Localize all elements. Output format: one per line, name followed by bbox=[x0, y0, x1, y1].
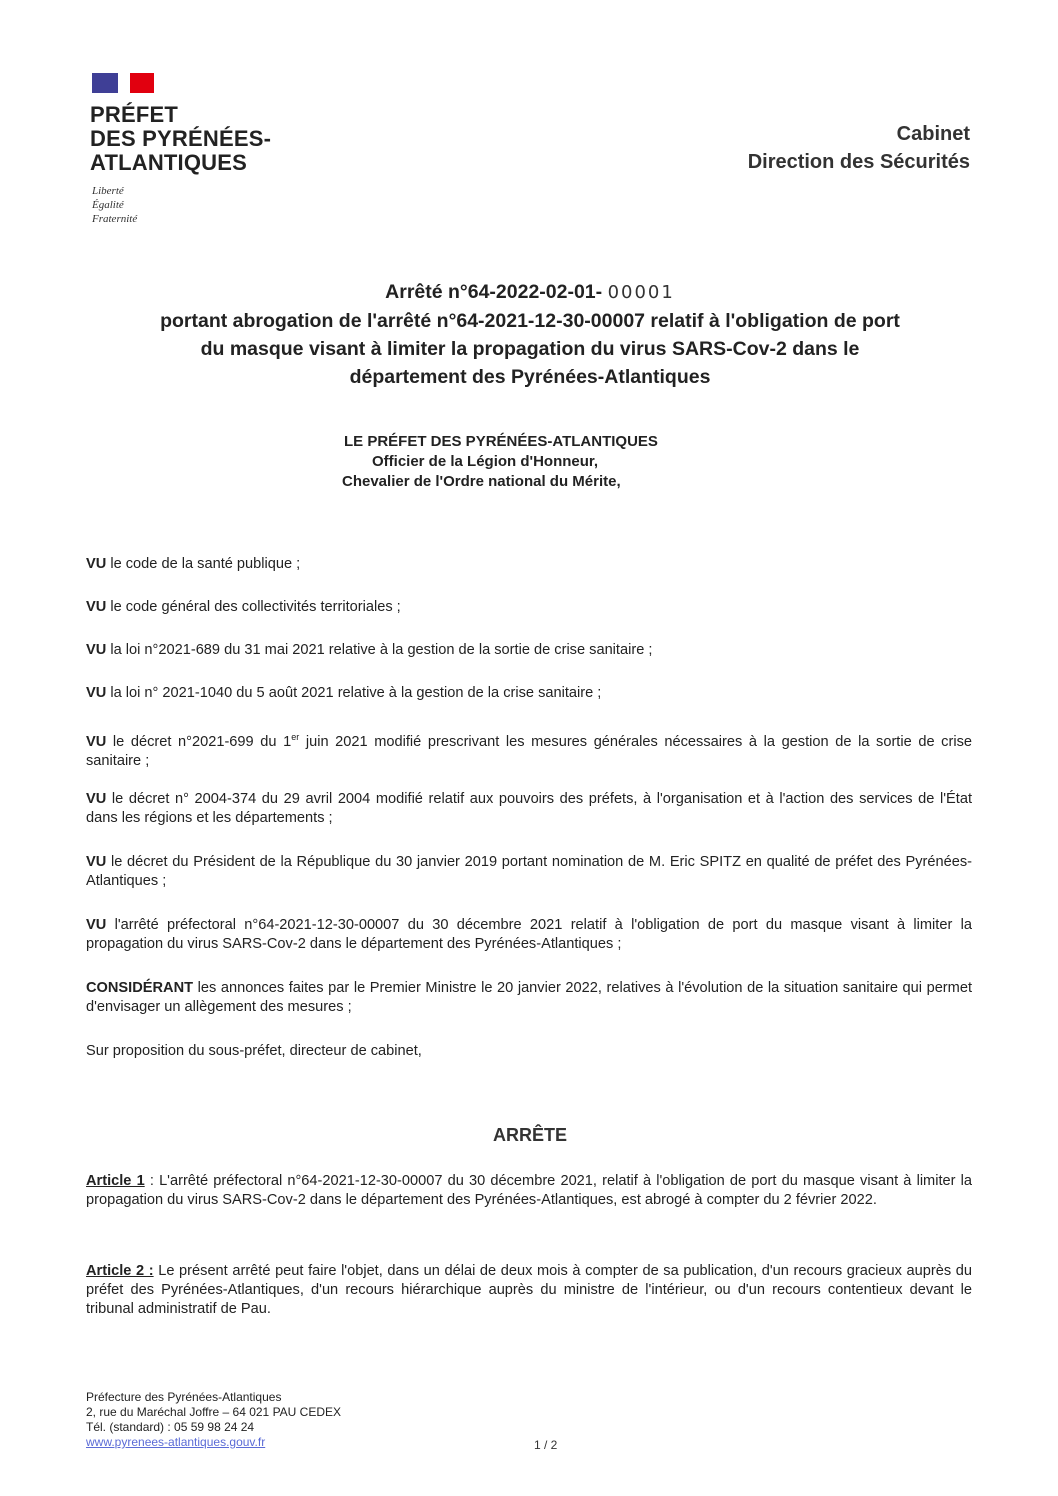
considerant-paragraph bbox=[86, 979, 972, 1017]
arrete-title bbox=[80, 278, 980, 391]
department-line: Direction des Sécurités bbox=[747, 151, 970, 173]
visa-paragraph bbox=[86, 790, 972, 828]
title-line: du masque visant à limiter la propagation du virus SARS-Cov-2 dans le bbox=[200, 338, 860, 360]
visa-paragraph bbox=[86, 641, 972, 660]
prefet-titles bbox=[300, 432, 800, 492]
article-separator: : bbox=[144, 1173, 160, 1189]
prefet-honor-1: Officier de la Légion d'Honneur, bbox=[372, 453, 599, 470]
article-text: L'arrêté préfectoral n°64-2021-12-30-00007 du 30 décembre 2021, relatif à l'obligation de port du masque visant à limiter la propagation du virus SARS-Cov-2 dans le département des Pyrénées-Atlantiques, est abrogé à compter du 2 février 2022. bbox=[86, 1173, 972, 1208]
visa-lead: VU bbox=[86, 733, 107, 750]
visa-paragraph bbox=[86, 684, 972, 703]
arrete-number-prefix: Arrêté n°64-2022-02-01- bbox=[385, 281, 603, 303]
considerant-lead: CONSIDÉRANT bbox=[86, 980, 194, 996]
motto-line: Fraternité bbox=[92, 213, 138, 225]
article-label: Article 2 : bbox=[86, 1263, 154, 1279]
footer-line: Tél. (standard) : 05 59 98 24 24 bbox=[86, 1420, 255, 1434]
visa-text: la loi n°2021-689 du 31 mai 2021 relative à la gestion de la sortie de crise sanitaire ; bbox=[110, 642, 653, 658]
visa-paragraph bbox=[86, 728, 972, 771]
page-number: 1 / 2 bbox=[534, 1438, 558, 1452]
visa-lead: VU bbox=[86, 854, 107, 870]
department-header bbox=[748, 120, 970, 176]
logo-line: PRÉFET bbox=[90, 102, 178, 127]
article-label: Article 1 bbox=[86, 1173, 145, 1189]
visa-paragraph bbox=[86, 598, 972, 617]
visa-text: l'arrêté préfectoral n°64-2021-12-30-00007 du 30 décembre 2021 relatif à l'obligation de port du masque visant à limiter la propagation du virus SARS-Cov-2 dans le département des Pyrénées-Atlantiques ; bbox=[86, 917, 972, 952]
title-line: portant abrogation de l'arrêté n°64-2021-12-30-00007 relatif à l'obligation de port bbox=[160, 310, 900, 332]
visa-lead: VU bbox=[86, 917, 107, 933]
visa-text: le décret du Président de la République du 30 janvier 2019 portant nomination de M. Eric SPITZ en qualité de préfet des Pyrénées-Atlantiques ; bbox=[86, 854, 972, 889]
visa-lead: VU bbox=[86, 556, 107, 572]
visa-lead: VU bbox=[86, 642, 107, 658]
visa-paragraph bbox=[86, 853, 972, 891]
visa-text: le code général des collectivités territoriales ; bbox=[110, 599, 401, 615]
flag-blue-band bbox=[92, 73, 118, 93]
visa-paragraph bbox=[86, 555, 972, 574]
visa-text: juin 2021 modifié prescrivant les mesures générales nécessaires à la gestion de la sortie de crise sanitaire ; bbox=[86, 733, 972, 769]
visa-superscript: er bbox=[291, 732, 300, 742]
prefecture-footer bbox=[86, 1390, 341, 1450]
flag-red-band bbox=[130, 73, 154, 93]
article-2 bbox=[86, 1262, 972, 1319]
motto-line: Liberté bbox=[92, 185, 124, 197]
department-line: Cabinet bbox=[896, 123, 970, 145]
footer-line: Préfecture des Pyrénées-Atlantiques bbox=[86, 1390, 282, 1404]
marianne-flag-icon bbox=[92, 73, 154, 93]
logo-line: DES PYRÉNÉES- bbox=[90, 126, 272, 151]
visa-text: le code de la santé publique ; bbox=[110, 556, 301, 572]
arrete-number bbox=[80, 278, 980, 307]
title-line: département des Pyrénées-Atlantiques bbox=[349, 366, 711, 388]
visa-text: le décret n°2021-699 du 1 bbox=[112, 733, 292, 750]
arrete-heading: ARRÊTE bbox=[492, 1125, 567, 1145]
prefet-honor-2: Chevalier de l'Ordre national du Mérite, bbox=[342, 473, 621, 490]
republic-motto bbox=[92, 184, 137, 226]
considerant-text: les annonces faites par le Premier Ministre le 20 janvier 2022, relatives à l'évolution de la situation sanitaire qui permet d'envisager un allègement des mesures ; bbox=[86, 980, 972, 1015]
visa-paragraph bbox=[86, 916, 972, 954]
article-1 bbox=[86, 1172, 972, 1210]
prefet-logo-text bbox=[90, 103, 271, 175]
prefet-name: LE PRÉFET DES PYRÉNÉES-ATLANTIQUES bbox=[344, 433, 658, 450]
proposition-paragraph: Sur proposition du sous-préfet, directeur de cabinet, bbox=[86, 1043, 422, 1059]
visa-lead: VU bbox=[86, 599, 107, 615]
footer-line: 2, rue du Maréchal Joffre – 64 021 PAU CEDEX bbox=[86, 1405, 342, 1419]
flag-white-band bbox=[118, 73, 130, 93]
visa-text: la loi n° 2021-1040 du 5 août 2021 relative à la gestion de la crise sanitaire ; bbox=[110, 685, 602, 701]
article-text: Le présent arrêté peut faire l'objet, dans un délai de deux mois à compter de sa publication, d'un recours gracieux auprès du préfet des Pyrénées-Atlantiques, d'un recours hiérarchique auprès du ministre de l'intérieur, ou d'un recours contentieux devant le tribunal administratif de Pau. bbox=[86, 1263, 972, 1317]
arrete-number-handwritten: 00001 bbox=[607, 282, 675, 303]
visa-text: le décret n° 2004-374 du 29 avril 2004 modifié relatif aux pouvoirs des préfets, à l'organisation et à l'action des services de l'État dans les régions et les départements ; bbox=[86, 791, 973, 826]
footer-website-link[interactable]: www.pyrenees-atlantiques.gouv.fr bbox=[86, 1435, 266, 1449]
visa-lead: VU bbox=[86, 685, 107, 701]
logo-line: ATLANTIQUES bbox=[90, 150, 248, 175]
motto-line: Égalité bbox=[92, 199, 124, 211]
visa-lead: VU bbox=[86, 791, 107, 807]
